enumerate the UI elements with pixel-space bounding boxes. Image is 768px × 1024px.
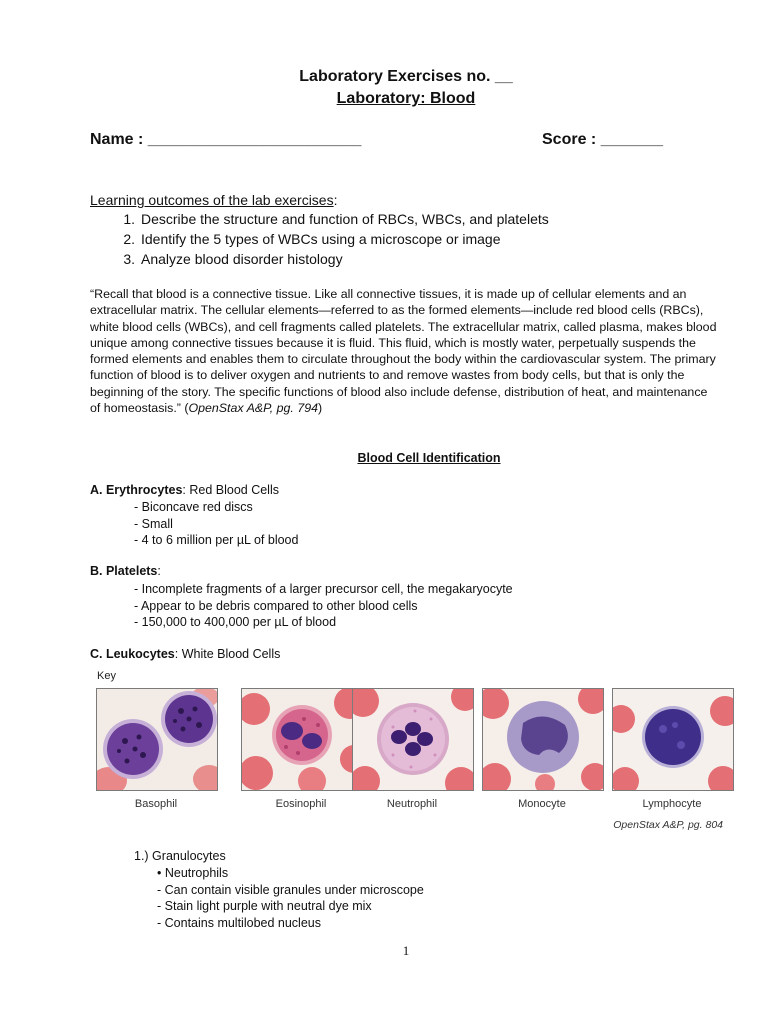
erythrocytes-desc: : Red Blood Cells: [182, 483, 279, 497]
wbc-image-strip: [96, 688, 718, 810]
quote-close: ): [318, 401, 323, 416]
basophil-illustration: [97, 689, 217, 790]
platelets-list: [134, 581, 513, 631]
learning-outcomes-heading: [90, 192, 337, 208]
lymphocyte-illustration: [613, 689, 733, 790]
monocyte-image: [482, 688, 604, 791]
eosinophil-image: [241, 688, 363, 791]
list-number: 3.: [123, 251, 135, 267]
granulocytes-list: [157, 865, 424, 931]
lymphocyte-label: Lymphocyte: [642, 798, 702, 810]
quote-body: “Recall that blood is a connective tissue. Like all connective tissues, it is made up of cellular elements and an extracellular matrix. The cellular elements—referred to as the formed elements—include red blood cells (RBCs), white blood cells (WBCs), and cell fragments called platelets. The extracellular matrix, called plasma, makes blood unique among connective tissues because it is fluid. This fluid, which is mostly water, perpetually suspends the formed elements and enables them to circulate throughout the body within the cardiovascular system. The primary function of blood is to deliver oxygen and nutrients to and remove wastes from body cells, but that is only the beginning of the story. The specific functions of blood also include defense, distribution of heat, and maintenance of homeostasis.” (: [90, 287, 717, 416]
list-item: [90, 249, 549, 269]
lymphocyte-image: [612, 688, 734, 791]
granulocytes-heading: 1.) Granulocytes: [134, 849, 226, 863]
list-number: 2.: [123, 231, 135, 247]
wbc-figure: [90, 668, 724, 816]
document-subtitle: Laboratory: Blood: [336, 90, 476, 107]
list-item: - Can contain visible granules under microscope: [157, 882, 424, 897]
name-field: Name : ________________________: [90, 131, 362, 148]
list-item: - Contains multilobed nucleus: [157, 915, 321, 930]
list-item: - 4 to 6 million per µL of blood: [134, 533, 299, 547]
list-item: - Small: [134, 516, 173, 531]
document-title: Laboratory Exercises no. __: [299, 68, 513, 85]
platelets-heading: [90, 564, 161, 578]
basophil-image: [96, 688, 218, 791]
basophil-label: Basophil: [134, 798, 178, 810]
leukocytes-heading: [90, 647, 280, 661]
neutrophil-illustration: [353, 689, 473, 790]
page-number: 1: [402, 943, 410, 958]
eosinophil-label: Eosinophil: [275, 798, 327, 810]
list-item: [90, 229, 549, 249]
list-number: 1.: [123, 211, 135, 227]
monocyte-illustration: [483, 689, 603, 790]
neutrophil-image: [352, 688, 474, 791]
learning-outcomes-heading-text: Learning outcomes of the lab exercises: [90, 192, 334, 208]
learning-outcomes-list: [90, 209, 549, 269]
learning-outcomes-colon: :: [333, 192, 338, 208]
list-item: - Incomplete fragments of a larger precursor cell, the megakaryocyte: [134, 582, 513, 596]
section-title: Blood Cell Identification: [357, 451, 501, 465]
platelets-label: B. Platelets: [90, 564, 158, 578]
list-item: - Stain light purple with neutral dye mix: [157, 899, 372, 913]
list-item: - Appear to be debris compared to other blood cells: [134, 598, 418, 613]
erythrocytes-label: A. Erythrocytes: [90, 483, 183, 497]
list-item: - 150,000 to 400,000 per µL of blood: [134, 615, 337, 629]
erythrocytes-heading: [90, 483, 279, 497]
eosinophil-illustration: [242, 689, 362, 790]
erythrocytes-list: [134, 499, 298, 549]
list-item: - Biconcave red discs: [134, 500, 253, 514]
score-field: Score : _______: [542, 131, 663, 148]
list-item: • Neutrophils: [157, 866, 229, 880]
figure-credit: OpenStax A&P, pg. 804: [613, 819, 723, 831]
neutrophil-label: Neutrophil: [386, 798, 438, 810]
list-text: Analyze blood disorder histology: [141, 251, 343, 267]
list-text: Describe the structure and function of RBCs, WBCs, and platelets: [141, 211, 549, 227]
leukocytes-label: C. Leukocytes: [90, 647, 175, 661]
monocyte-label: Monocyte: [518, 798, 566, 810]
platelets-desc: :: [157, 564, 161, 578]
figure-key-label: Key: [97, 670, 116, 682]
leukocytes-desc: : White Blood Cells: [174, 647, 281, 661]
intro-quote: [90, 286, 720, 416]
quote-source: OpenStax A&P, pg. 794: [188, 401, 318, 416]
list-item: [90, 209, 549, 229]
list-text: Identify the 5 types of WBCs using a microscope or image: [141, 231, 501, 247]
